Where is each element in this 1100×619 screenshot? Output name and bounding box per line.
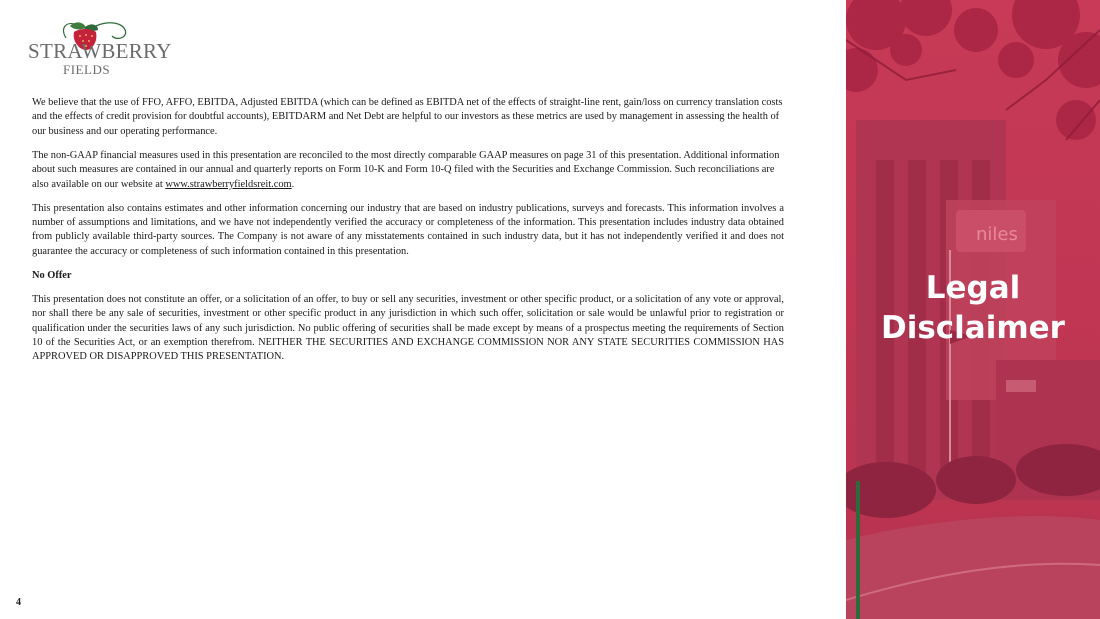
building-sign-text: niles [976, 224, 1018, 245]
panel-title-line2: Disclaimer [881, 310, 1065, 346]
disclaimer-body [32, 96, 784, 374]
reconciliation-text: The non-GAAP financial measures used in this presentation are reconciled to the most directly comparable GAAP measures on page 31 of this presentation. Additional information about such measures are contained in our annual and quarterly reports on Form 10-K and Form 10-Q filed with the Securities and Exchange Commission. Such reconciliations are also available on our website at [32, 149, 780, 190]
website-link[interactable]: www.strawberryfieldsreit.com [165, 178, 292, 190]
logo-wordmark-line1: STRAWBERRY [28, 39, 172, 63]
accent-bar [856, 481, 860, 619]
reconciliation-tail: . [291, 178, 295, 190]
panel-title-line1: Legal [925, 270, 1021, 306]
panel-title [846, 268, 1100, 348]
page-number: 4 [16, 597, 21, 608]
paragraph-no-offer: This presentation does not constitute an offer, or a solicitation of an offer, to buy or sell any securities, investment or other specific product, or a solicitation of any vote or approval, nor shall there be any sale of securities, investment or other specific product in any jurisdiction in which such offer, solicitation or sale would be unlawful prior to registration or qualification under the securities laws of any such jurisdiction. No public offering of securities shall be made except by means of a prospectus meeting the requirements of Section 10 of the Securities Act, or an exemption therefrom. NEITHER THE SECURITIES AND EXCHANGE COMMISSION NOR ANY STATE SECURITIES COMMISSION HAS APPROVED OR DISAPPROVED THIS PRESENTATION. [32, 293, 784, 363]
paragraph-non-gaap-metrics: We believe that the use of FFO, AFFO, EBITDA, Adjusted EBITDA (which can be defined as EBITDA net of the effects of straight-line rent, gain/loss on currency translation costs and the effects of credit provision for doubtful accounts), EBITDARM and Net Debt are helpful to our investors as these metrics are used by management in assessing the health of our business and our operating performance. [32, 97, 783, 137]
strawberry-fields-logo [26, 18, 172, 80]
paragraph-industry-data: This presentation also contains estimates and other information concerning our industry that are based on industry publications, surveys and forecasts. This information involves a number of assumptions and limitations, and we have not independently verified the accuracy or completeness of the information. This presentation includes industry data obtained from publicly available third-party sources. The Company is not aware of any misstatements contained in such industry data, but it has not independently verified it and does not guarantee the accuracy or completeness of such information contained in this presentation. [32, 202, 784, 257]
logo-wordmark-line2: FIELDS [63, 62, 111, 77]
no-offer-heading: No Offer [32, 269, 72, 281]
legal-disclaimer-panel [846, 0, 1100, 619]
paragraph-reconciliation [32, 149, 784, 192]
